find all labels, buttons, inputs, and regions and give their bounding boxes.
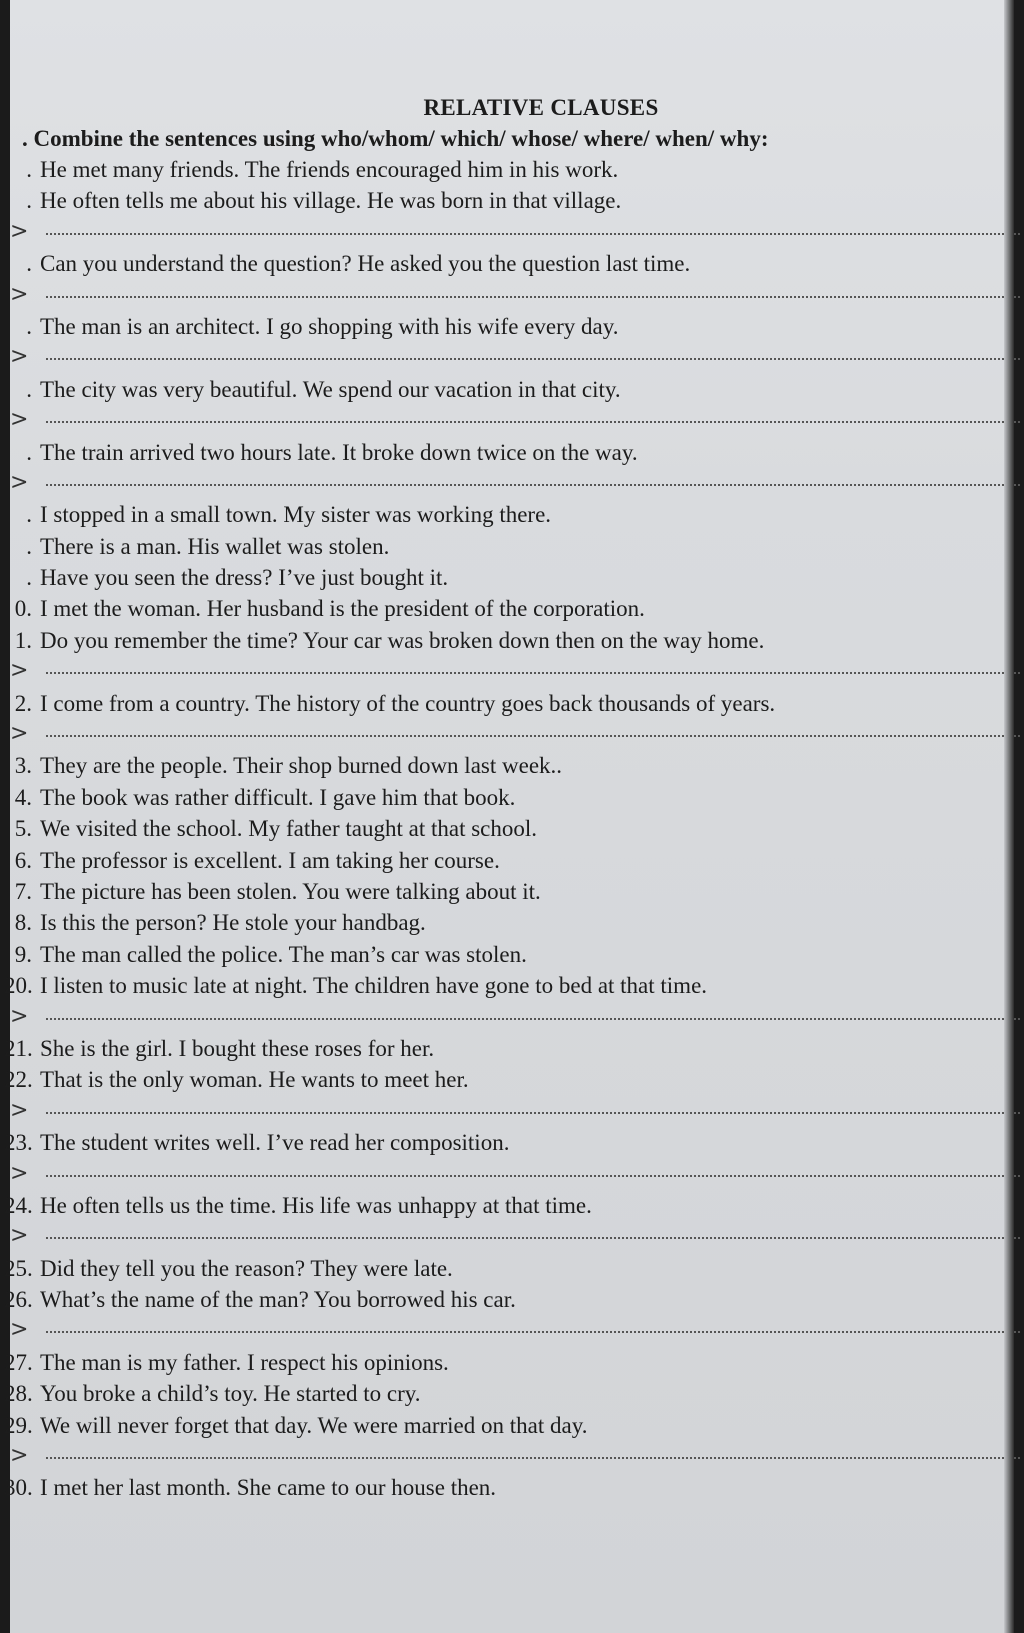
answer-dotted-line — [46, 1175, 1020, 1177]
question-item — [4, 1253, 1000, 1284]
question-number: 20. — [4, 973, 33, 999]
answer-line[interactable] — [10, 1096, 1000, 1127]
question-item — [10, 750, 1000, 781]
answer-arrow-icon: > — [10, 1160, 29, 1186]
question-number: 25. — [4, 1255, 33, 1281]
question-text: I listen to music late at night. The children have gone to bed at that time. — [40, 973, 708, 999]
answer-arrow-icon: > — [10, 1317, 29, 1343]
question-item — [10, 374, 1000, 405]
question-number: 9. — [14, 941, 32, 967]
question-number: . — [26, 157, 32, 182]
answer-arrow-icon: > — [10, 658, 29, 684]
question-text: I met her last month. She came to our house then. — [40, 1475, 497, 1501]
question-item — [10, 876, 1000, 907]
question-number: 29. — [4, 1412, 33, 1438]
question-number: 23. — [4, 1130, 33, 1156]
question-item — [10, 154, 1000, 185]
question-number: 22. — [4, 1067, 33, 1093]
answer-arrow-icon: > — [10, 407, 29, 433]
question-number: 7. — [14, 878, 32, 904]
question-text: That is the only woman. He wants to meet her. — [40, 1067, 469, 1093]
answer-arrow-icon: > — [10, 721, 29, 747]
question-list — [4, 154, 1000, 1504]
question-item — [10, 813, 1000, 844]
answer-arrow-icon: > — [10, 1443, 29, 1469]
answer-dotted-line — [46, 233, 1020, 235]
answer-dotted-line — [46, 1331, 1020, 1333]
answer-arrow-icon: > — [10, 281, 29, 307]
question-number: . — [26, 565, 32, 591]
question-text: I stopped in a small town. My sister was working there. — [40, 502, 552, 528]
question-item — [4, 1190, 1000, 1221]
question-number: . — [26, 439, 32, 465]
question-item — [10, 688, 1000, 719]
question-text: We visited the school. My father taught at that school. — [40, 816, 538, 842]
question-item — [10, 185, 1000, 216]
answer-dotted-line — [46, 296, 1020, 298]
question-number: 6. — [14, 847, 32, 873]
answer-arrow-icon: > — [10, 469, 29, 495]
worksheet-content — [4, 92, 1000, 1504]
answer-line[interactable] — [10, 1441, 1000, 1472]
answer-dotted-line — [46, 1457, 1020, 1459]
question-item — [4, 1378, 1000, 1409]
question-item — [4, 1033, 1000, 1064]
question-text: Have you seen the dress? I’ve just bought it. — [40, 565, 449, 591]
answer-arrow-icon: > — [10, 1097, 29, 1123]
question-item — [10, 437, 1000, 468]
question-item — [4, 970, 1000, 1001]
question-text: Do you remember the time? Your car was broken down then on the way home. — [40, 627, 765, 653]
question-item — [4, 1127, 1000, 1158]
question-text: She is the girl. I bought these roses for her. — [40, 1035, 435, 1061]
question-text: The city was very beautiful. We spend our vacation in that city. — [40, 376, 621, 402]
question-item — [10, 562, 1000, 593]
question-text: He met many friends. The friends encouraged him in his work. — [40, 157, 619, 182]
question-number: 8. — [14, 910, 32, 936]
question-text: The train arrived two hours late. It broke down twice on the way. — [40, 439, 638, 465]
answer-arrow-icon: > — [10, 1003, 29, 1029]
worksheet-page — [4, 0, 1014, 1633]
exercise-instruction: . Combine the sentences using who/whom/ which/ whose/ where/ when/ why: — [22, 126, 769, 151]
question-number: 21. — [4, 1035, 33, 1061]
question-text: I come from a country. The history of the country goes back thousands of years. — [40, 690, 776, 716]
question-number: 1. — [14, 627, 32, 653]
question-text: He often tells me about his village. He was born in that village. — [40, 188, 622, 214]
answer-dotted-line — [46, 1112, 1020, 1114]
answer-arrow-icon: > — [10, 344, 29, 370]
question-text: Did they tell you the reason? They were late. — [40, 1255, 453, 1281]
answer-dotted-line — [46, 735, 1020, 737]
answer-line[interactable] — [10, 468, 1000, 499]
question-item — [10, 593, 1000, 624]
question-text: The man called the police. The man’s car was stolen. — [40, 941, 527, 967]
question-item — [10, 531, 1000, 562]
answer-arrow-icon: > — [10, 1223, 29, 1249]
question-number: 0. — [14, 596, 32, 622]
answer-line[interactable] — [10, 342, 1000, 373]
question-text: Can you understand the question? He asked you the question last time. — [40, 251, 691, 277]
answer-line[interactable] — [10, 1002, 1000, 1033]
question-number: 30. — [4, 1475, 33, 1501]
question-number: 3. — [14, 753, 32, 779]
question-item — [4, 1347, 1000, 1378]
question-number: 27. — [4, 1349, 33, 1375]
question-text: Is this the person? He stole your handbag. — [40, 910, 426, 936]
question-item — [10, 499, 1000, 530]
question-text: The man is an architect. I go shopping with his wife every day. — [40, 313, 619, 339]
question-text: The man is my father. I respect his opinions. — [40, 1349, 449, 1375]
question-text: What’s the name of the man? You borrowed his car. — [40, 1287, 516, 1313]
question-text: The professor is excellent. I am taking her course. — [40, 847, 500, 873]
question-item — [10, 845, 1000, 876]
answer-dotted-line — [46, 1018, 1020, 1020]
answer-dotted-line — [46, 421, 1020, 423]
question-number: 26. — [4, 1287, 33, 1313]
answer-line[interactable] — [10, 1221, 1000, 1252]
question-text: We will never forget that day. We were married on that day. — [40, 1412, 588, 1438]
answer-line[interactable] — [10, 656, 1000, 687]
question-text: You broke a child’s toy. He started to cry. — [40, 1381, 421, 1407]
answer-arrow-icon: > — [10, 218, 29, 244]
question-number: . — [26, 313, 32, 339]
question-text: The student writes well. I’ve read her composition. — [40, 1130, 510, 1156]
answer-line[interactable] — [10, 405, 1000, 436]
answer-dotted-line — [46, 672, 1020, 674]
question-text: There is a man. His wallet was stolen. — [40, 533, 390, 559]
question-item — [10, 907, 1000, 938]
question-text: He often tells us the time. His life was unhappy at that time. — [40, 1192, 592, 1218]
question-number: 28. — [4, 1381, 33, 1407]
question-number: . — [26, 188, 32, 214]
question-item — [10, 939, 1000, 970]
question-item — [10, 311, 1000, 342]
answer-dotted-line — [46, 358, 1020, 360]
question-item — [4, 1472, 1000, 1503]
question-number: 24. — [4, 1192, 33, 1218]
question-number: 2. — [14, 690, 32, 716]
question-text: They are the people. Their shop burned down last week.. — [40, 753, 563, 779]
answer-line[interactable] — [10, 280, 1000, 311]
answer-line[interactable] — [10, 719, 1000, 750]
answer-line[interactable] — [10, 1315, 1000, 1346]
question-text: The picture has been stolen. You were talking about it. — [40, 878, 541, 904]
answer-line[interactable] — [10, 1159, 1000, 1190]
answer-dotted-line — [46, 484, 1020, 486]
question-item — [4, 1410, 1000, 1441]
question-number: 4. — [14, 784, 32, 810]
question-item — [4, 1064, 1000, 1095]
answer-dotted-line — [46, 1237, 1020, 1239]
question-number: . — [26, 533, 32, 559]
question-number: . — [26, 376, 32, 402]
worksheet-title: RELATIVE CLAUSES — [423, 95, 659, 120]
question-item — [10, 248, 1000, 279]
question-text: I met the woman. Her husband is the president of the corporation. — [40, 596, 645, 622]
question-item — [10, 782, 1000, 813]
question-item — [10, 625, 1000, 656]
question-number: . — [26, 251, 32, 277]
question-number: . — [26, 502, 32, 528]
question-number: 5. — [14, 816, 32, 842]
page-edge-shadow — [1004, 0, 1014, 1633]
question-item — [4, 1284, 1000, 1315]
question-text: The book was rather difficult. I gave him that book. — [40, 784, 516, 810]
answer-line[interactable] — [10, 217, 1000, 248]
